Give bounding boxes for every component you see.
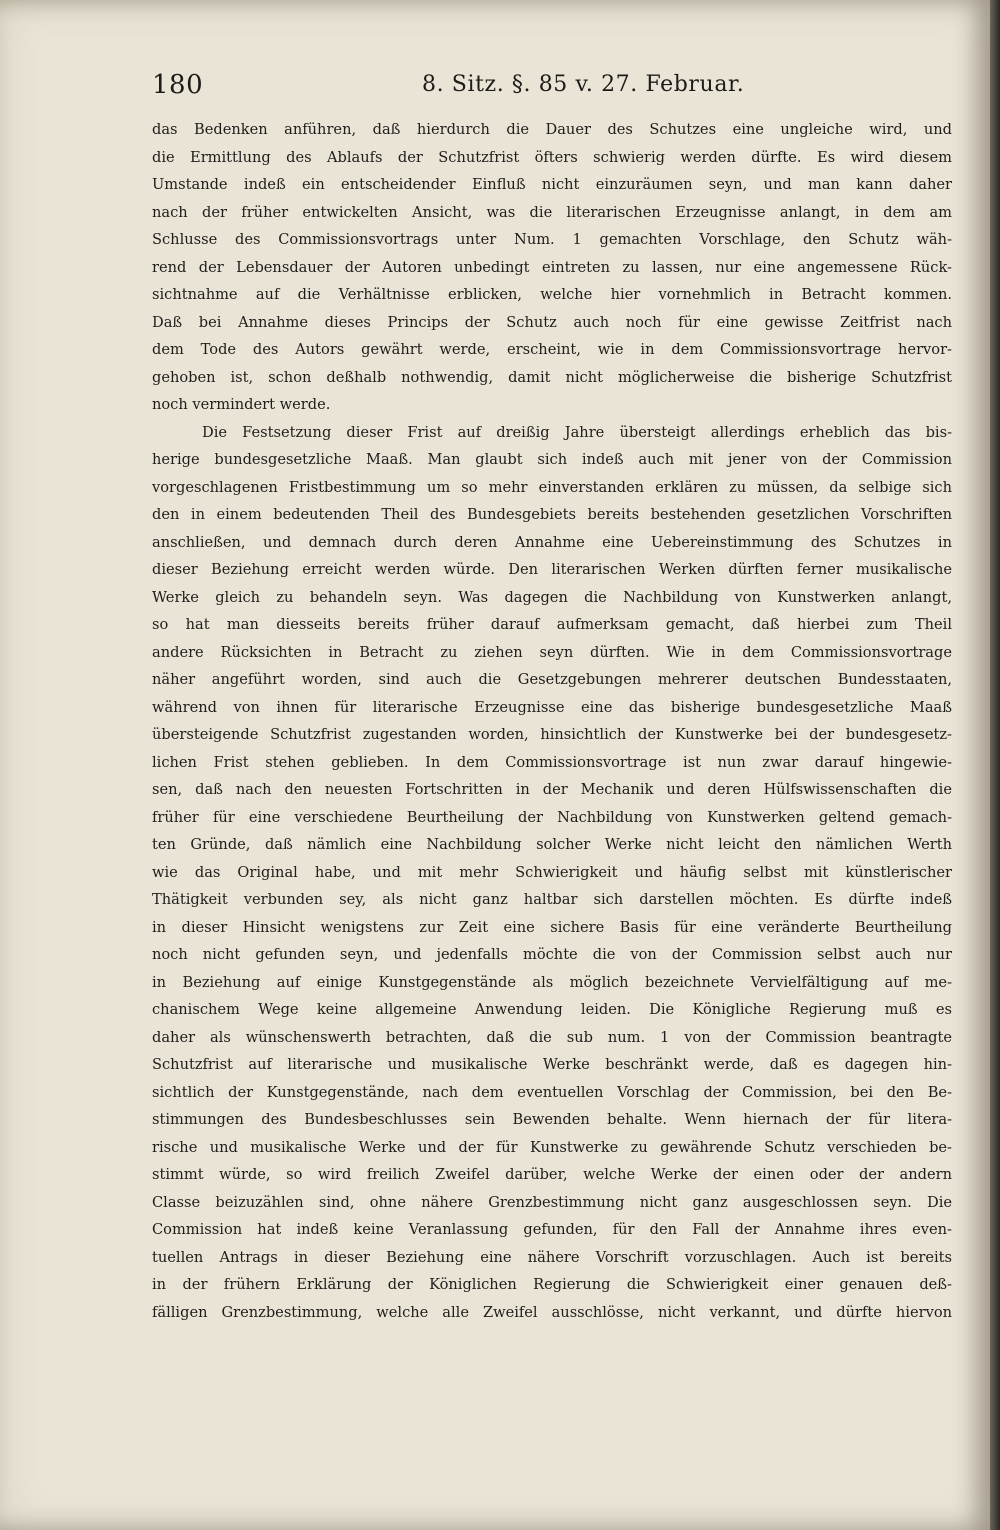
text-line: stimmt würde, so wird freilich Zweifel darüber, welche Werke der einen oder der andern [152,1166,952,1183]
page-edge [990,0,1000,1530]
text-line: dem Tode des Autors gewährt werde, erscheint, wie in dem Commissionsvortrage hervor- [152,341,952,358]
text-line: Commission hat indeß keine Veranlassung gefunden, für den Fall der Annahme ihres even- [152,1221,952,1238]
text-line: chanischem Wege keine allgemeine Anwendung leiden. Die Königliche Regierung muß es [152,1001,952,1018]
text-line: in dieser Hinsicht wenigstens zur Zeit eine sichere Basis für eine veränderte Beurtheilung [152,918,952,936]
text-line: wie das Original habe, und mit mehr Schwierigkeit und häufig selbst mit künstlerischer [152,863,952,881]
text-line: den in einem bedeutenden Theil des Bundesgebiets bereits bestehenden gesetzlichen Vorschriften [152,506,952,523]
text-line: tuellen Antrags in dieser Beziehung eine nähere Vorschrift vorzuschlagen. Auch ist bereits [152,1248,952,1266]
text-line: Thätigkeit verbunden sey, als nicht ganz haltbar sich darstellen möchten. Es dürfte indeß [152,891,952,908]
text-line: übersteigende Schutzfrist zugestanden worden, hinsichtlich der Kunstwerke bei der bundesgesetz- [152,726,952,743]
text-line: dieser Beziehung erreicht werden würde. Den literarischen Werken dürften ferner musikalische [152,561,952,578]
text-line: sichtlich der Kunstgegenstände, nach dem eventuellen Vorschlag der Commission, bei den Be- [152,1083,952,1101]
text-line: noch nicht gefunden seyn, und jedenfalls möchte die von der Commission selbst auch nur [152,946,952,963]
text-line: fälligen Grenzbestimmung, welche alle Zweifel ausschlösse, nicht verkannt, und dürfte hiervon [152,1303,952,1321]
running-head: 8. Sitz. §. 85 v. 27. Februar. [422,72,745,97]
text-line: ten Gründe, daß nämlich eine Nachbildung solcher Werke nicht leicht den nämlichen Werth [152,836,952,853]
text-line: andere Rücksichten in Betracht zu ziehen seyn dürften. Wie in dem Commissionsvortrage [152,643,952,661]
text-line: lichen Frist stehen geblieben. In dem Commissionsvortrage ist nun zwar darauf hingewie- [152,753,952,771]
text-line: rische und musikalische Werke und der für Kunstwerke zu gewährende Schutz verschieden be- [152,1138,952,1156]
text-line: Schutzfrist auf literarische und musikalische Werke beschränkt werde, daß es dagegen hin- [152,1056,952,1073]
text-line: Schlusse des Commissionsvortrags unter Num. 1 gemachten Vorschlage, den Schutz wäh- [152,231,952,248]
text-line: Umstande indeß ein entscheidender Einfluß nicht einzuräumen seyn, und man kann daher [152,176,952,193]
text-line: näher angeführt worden, sind auch die Gesetzgebungen mehrerer deutschen Bundesstaaten, [152,671,952,688]
text-line: nach der früher entwickelten Ansicht, was die literarischen Erzeugnisse anlangt, in dem am [152,203,952,221]
text-line: die Ermittlung des Ablaufs der Schutzfrist öfters schwierig werden dürfte. Es wird diesem [152,148,952,166]
text-line: noch vermindert werde. [152,396,331,413]
text-line: früher für eine verschiedene Beurtheilung der Nachbildung von Kunstwerken geltend gemach- [152,808,952,826]
text-line: sen, daß nach den neuesten Fortschritten in der Mechanik und deren Hülfswissenschaften die [152,781,952,798]
text-line: rend der Lebensdauer der Autoren unbedingt eintreten zu lassen, nur eine angemessene Rück- [152,258,952,276]
text-line: in der frühern Erklärung der Königlichen Regierung die Schwierigkeit einer genauen deß- [152,1276,952,1293]
text-line: so hat man diesseits bereits früher darauf aufmerksam gemacht, daß hierbei zum Theil [152,616,952,633]
text-line: daher als wünschenswerth betrachten, daß die sub num. 1 von der Commission beantragte [152,1028,952,1046]
text-line: anschließen, und demnach durch deren Annahme eine Uebereinstimmung des Schutzes in [152,533,952,551]
body-text [152,116,952,1326]
text-line: Classe beizuzählen sind, ohne nähere Grenzbestimmung nicht ganz ausgeschlossen seyn. Die [152,1193,952,1211]
text-line: Werke gleich zu behandeln seyn. Was dagegen die Nachbildung von Kunstwerken anlangt, [152,588,952,606]
text-line: während von ihnen für literarische Erzeugnisse eine das bisherige bundesgesetzliche Maaß [152,698,952,716]
page-header [152,70,952,106]
text-line: stimmungen des Bundesbeschlusses sein Bewenden behalte. Wenn hiernach der für litera- [152,1111,952,1128]
page-number: 180 [152,70,204,100]
text-line: vorgeschlagenen Fristbestimmung um so mehr einverstanden erklären zu müssen, da selbige sich [152,478,952,496]
text-line: Daß bei Annahme dieses Princips der Schutz auch noch für eine gewisse Zeitfrist nach [152,313,952,331]
text-line: gehoben ist, schon deßhalb nothwendig, damit nicht möglicherweise die bisherige Schutzfrist [152,368,952,386]
paragraph [152,419,952,1327]
text-line: herige bundesgesetzliche Maaß. Man glaubt sich indeß auch mit jener von der Commission [152,451,952,468]
text-line: das Bedenken anführen, daß hierdurch die Dauer des Schutzes eine ungleiche wird, und [152,121,952,138]
paragraph [152,116,952,419]
text-line: Die Festsetzung dieser Frist auf dreißig Jahre übersteigt allerdings erheblich das bis- [202,423,952,441]
text-line: sichtnahme auf die Verhältnisse erblicken, welche hier vornehmlich in Betracht kommen. [152,286,952,303]
text-line: in Beziehung auf einige Kunstgegenstände als möglich bezeichnete Vervielfältigung auf me- [152,973,952,991]
